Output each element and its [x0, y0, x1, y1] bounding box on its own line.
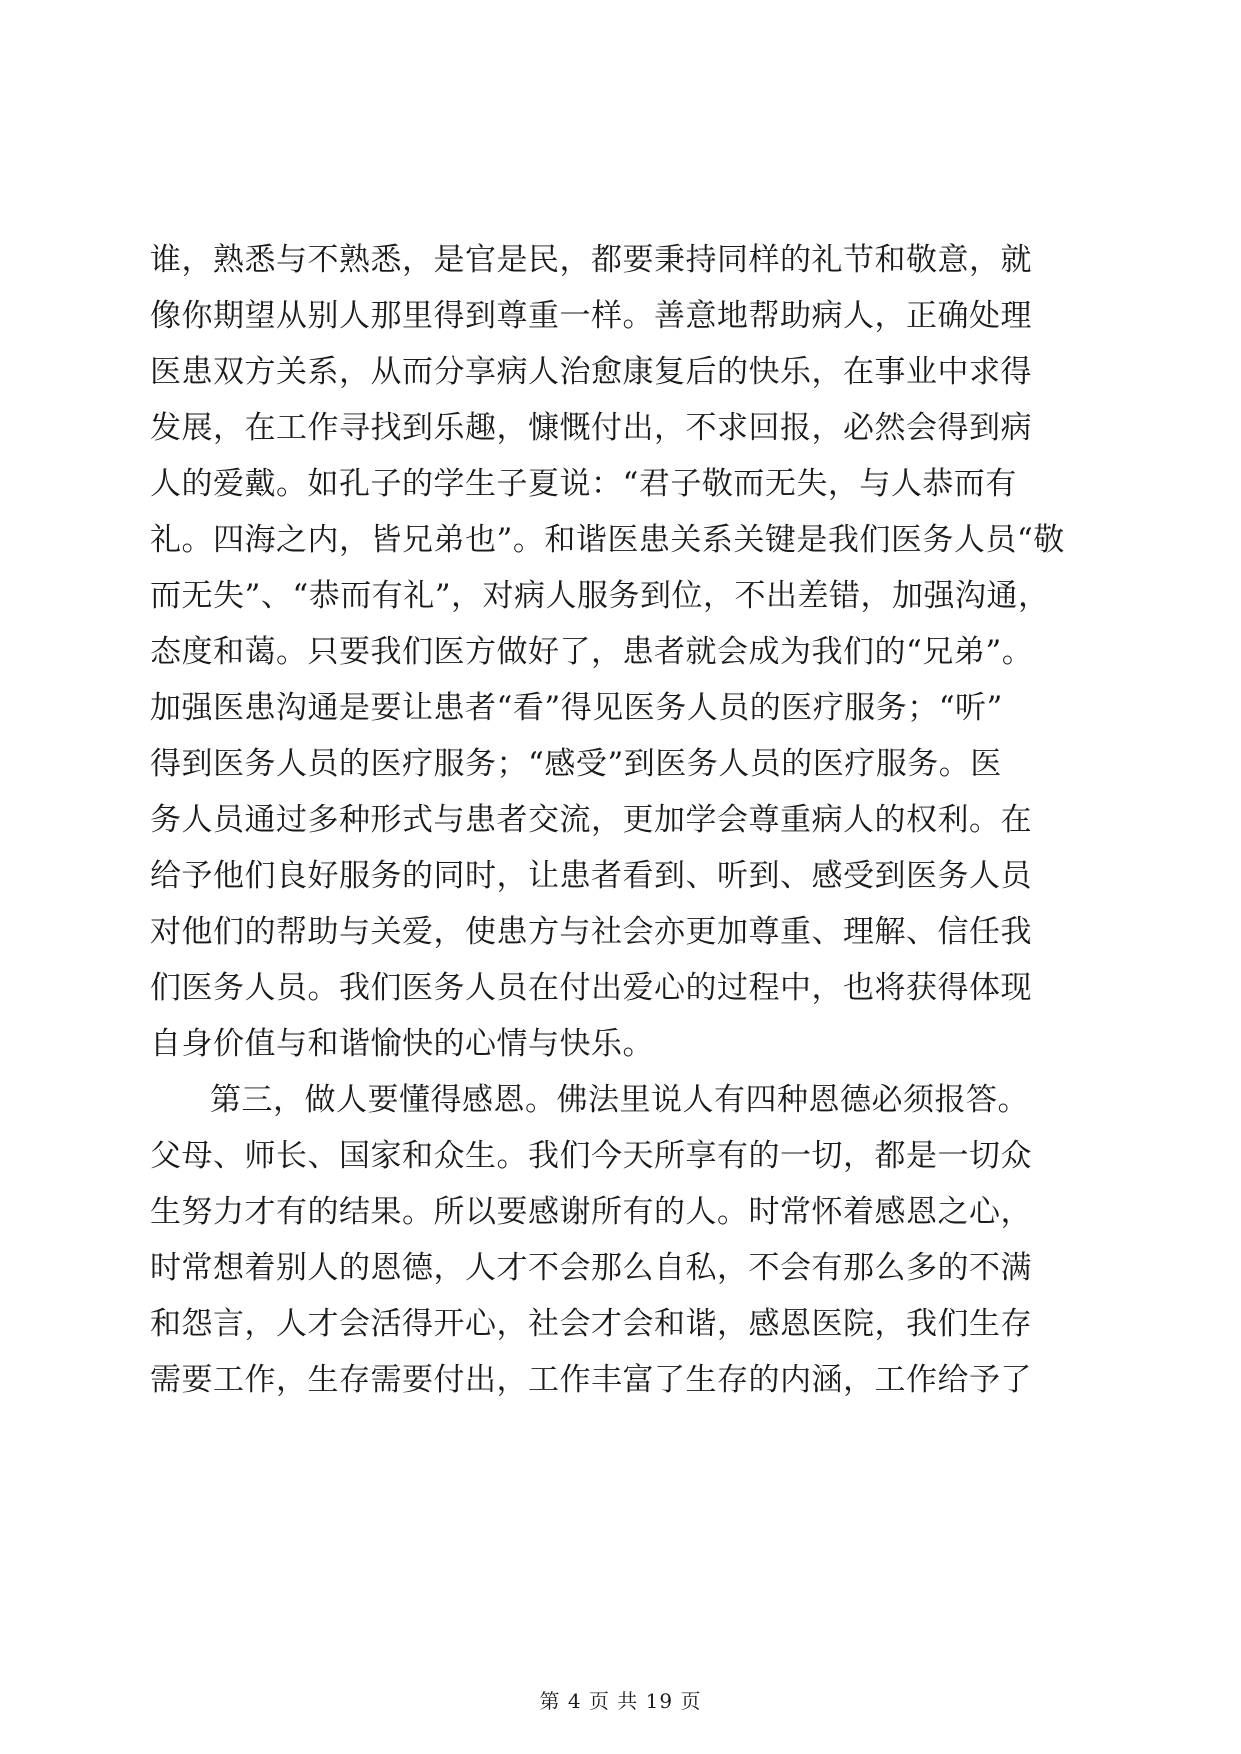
text-line: 像你期望从别人那里得到尊重一样。善意地帮助病人，正确处理 [150, 298, 1032, 334]
text-line: 父母、师长、国家和众生。我们今天所享有的一切，都是一切众 [150, 1138, 1032, 1174]
text-line: 谁，熟悉与不熟悉，是官是民，都要秉持同样的礼节和敬意，就 [150, 242, 1032, 278]
text-line: 需要工作，生存需要付出，工作丰富了生存的内涵，工作给予了 [150, 1362, 1032, 1398]
text-line: 医患双方关系，从而分享病人治愈康复后的快乐，在事业中求得 [150, 354, 1032, 390]
text-line: 而无失”、“恭而有礼”，对病人服务到位，不出差错，加强沟通， [150, 578, 1050, 614]
text-line: 礼。四海之内，皆兄弟也”。和谐医患关系关键是我们医务人员“敬 [150, 522, 1065, 558]
text-line: 对他们的帮助与关爱，使患方与社会亦更加尊重、理解、信任我 [150, 914, 1032, 950]
text-line: 态度和蔼。只要我们医方做好了，患者就会成为我们的“兄弟”。 [150, 634, 1034, 670]
paragraph-first-line: 第三，做人要懂得感恩。佛法里说人有四种恩德必须报答。 [210, 1082, 1029, 1118]
text-line: 加强医患沟通是要让患者“看”得见医务人员的医疗服务；“听” [150, 690, 1003, 726]
text-line: 给予他们良好服务的同时，让患者看到、听到、感受到医务人员 [150, 858, 1032, 894]
text-line: 发展，在工作寻找到乐趣，慷慨付出，不求回报，必然会得到病 [150, 410, 1032, 446]
text-line: 务人员通过多种形式与患者交流，更加学会尊重病人的权利。在 [150, 802, 1032, 838]
text-line: 生努力才有的结果。所以要感谢所有的人。时常怀着感恩之心， [150, 1194, 1032, 1230]
text-line: 自身价值与和谐愉快的心情与快乐。 [150, 1026, 654, 1062]
text-line: 们医务人员。我们医务人员在付出爱心的过程中，也将获得体现 [150, 970, 1032, 1006]
text-line: 人的爱戴。如孔子的学生子夏说：“君子敬而无失，与人恭而有 [150, 466, 1017, 502]
text-line: 时常想着别人的恩德，人才不会那么自私，不会有那么多的不满 [150, 1250, 1032, 1286]
text-line: 得到医务人员的医疗服务；“感受”到医务人员的医疗服务。医 [150, 746, 1002, 782]
page-number-footer: 第 4 页 共 19 页 [539, 1689, 702, 1713]
text-line: 和怨言，人才会活得开心，社会才会和谐，感恩医院，我们生存 [150, 1306, 1032, 1342]
